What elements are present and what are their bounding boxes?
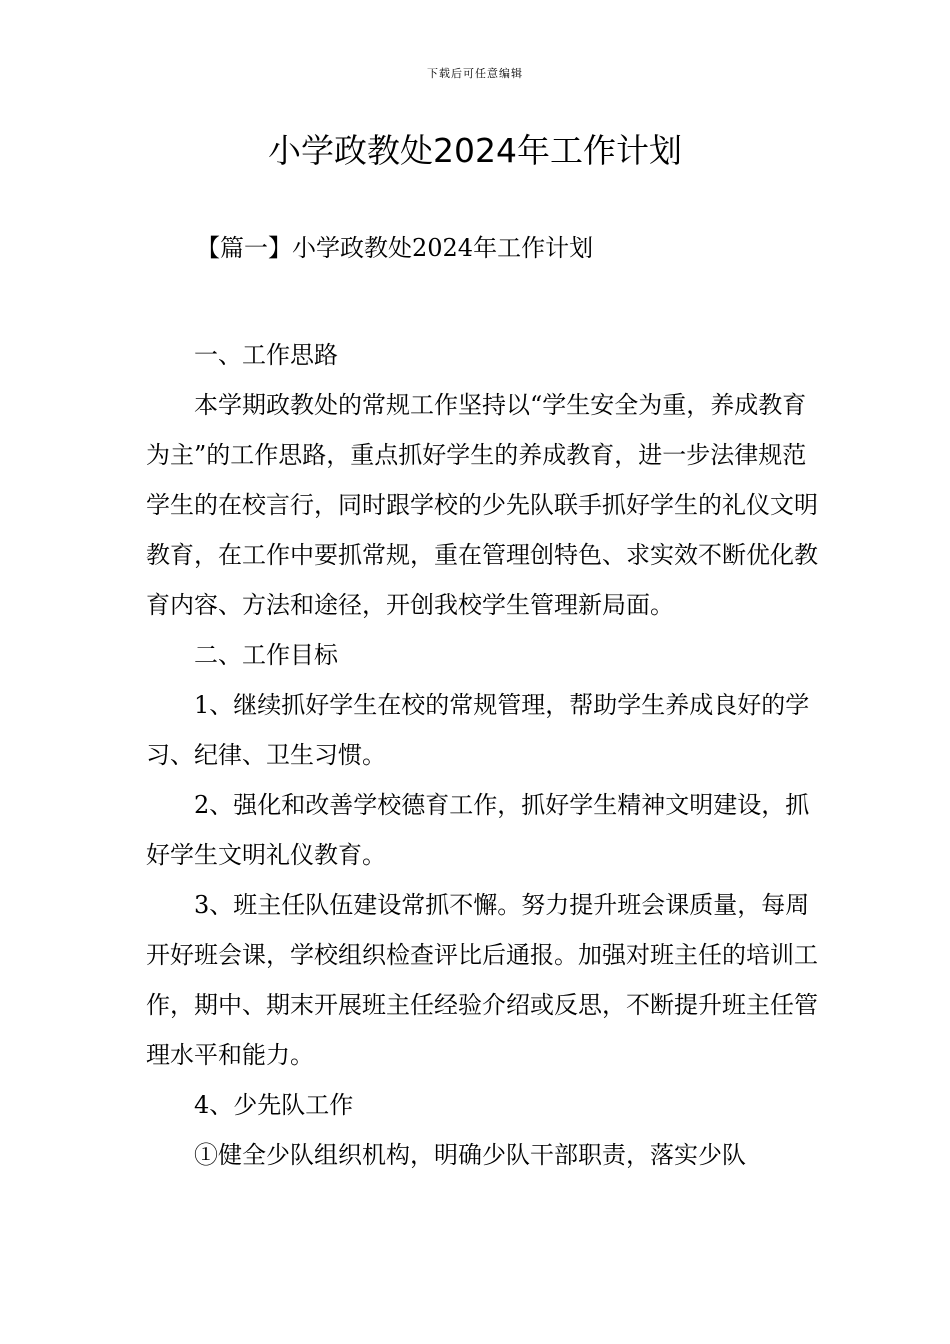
paragraph-heading-2: 二、工作目标 [194, 641, 338, 669]
paragraph: ①健全少队组织机构，明确少队干部职责，落实少队 [194, 1141, 746, 1169]
paragraph: 1、继续抓好学生在校的常规管理，帮助学生养成良好的学习、纪律、卫生习惯。 [146, 691, 810, 769]
paragraph-heading-1: 一、工作思路 [194, 341, 338, 369]
document-body [146, 330, 826, 1180]
paragraph: 2、强化和改善学校德育工作，抓好学生精神文明建设，抓好学生文明礼仪教育。 [146, 791, 810, 869]
section-heading: 【篇一】小学政教处2024年工作计划 [196, 234, 594, 262]
paragraph: 本学期政教处的常规工作坚持以“学生安全为重，养成教育为主”的工作思路，重点抓好学生的养成教育，进一步法律规范学生的在校言行，同时跟学校的少先队联手抓好学生的礼仪文明教育，在工作中要抓常规，重在管理创特色、求实效不断优化教育内容、方法和途径，开创我校学生管理新局面。 [146, 391, 818, 619]
paragraph-heading-3: 4、少先队工作 [194, 1091, 354, 1119]
header-note: 下载后可任意编辑 [427, 67, 523, 80]
paragraph: 3、班主任队伍建设常抓不懈。努力提升班会课质量，每周开好班会课，学校组织检查评比后通报。加强对班主任的培训工作，期中、期末开展班主任经验介绍或反思，不断提升班主任管理水平和能力。 [146, 891, 818, 1069]
document-title: 小学政教处2024年工作计划 [268, 131, 682, 170]
